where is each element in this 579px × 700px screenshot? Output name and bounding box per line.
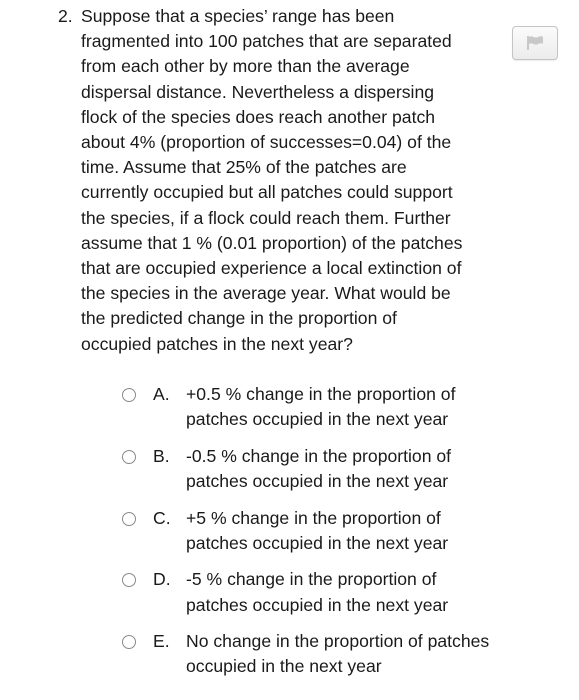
option-d[interactable] — [122, 567, 542, 629]
option-text: -5 % change in the proportion of patches occupied in the next year — [186, 569, 449, 615]
option-text: -0.5 % change in the proportion of patches occupied in the next year — [186, 445, 452, 491]
radio-button-b[interactable] — [122, 450, 136, 464]
option-c[interactable] — [122, 506, 542, 568]
flag-button[interactable] — [512, 26, 558, 60]
radio-button-e[interactable] — [122, 635, 136, 649]
option-text: +0.5 % change in the proportion of patches occupied in the next year — [186, 384, 456, 430]
option-text: No change in the proportion of patches occupied in the next year — [186, 631, 490, 677]
flag-icon — [526, 35, 544, 51]
option-letter: A. — [153, 384, 170, 404]
option-text: +5 % change in the proportion of patches occupied in the next year — [186, 507, 449, 553]
option-letter: E. — [153, 631, 170, 652]
question-text: Suppose that a species’ range has been fragmented into 100 patches that are separated from each other by more than the average dispersal distance. Nevertheless a dispersing flock of the species does reach another patch about 4% (proportion of successes=0.04) of the time. Assume that 25% of the patches are currently occupied but all patches could support the species, if a flock could reach them. Further assume that 1 % (0.01 proportion) of the patches that are occupied experience a local extinction of the species in the average year. What would be the predicted change in the proportion of occupied patches in the next year? — [81, 6, 463, 354]
option-letter: D. — [153, 569, 171, 590]
option-letter: B. — [153, 445, 170, 466]
option-b[interactable] — [122, 444, 542, 506]
option-a[interactable] — [122, 382, 542, 444]
radio-button-c[interactable] — [122, 512, 136, 526]
answer-options — [122, 382, 542, 691]
question-number: 2. — [58, 6, 73, 26]
option-letter: C. — [153, 507, 171, 528]
question-block — [58, 4, 498, 357]
radio-button-a[interactable] — [122, 388, 136, 402]
option-e[interactable] — [122, 629, 542, 691]
radio-button-d[interactable] — [122, 573, 136, 587]
